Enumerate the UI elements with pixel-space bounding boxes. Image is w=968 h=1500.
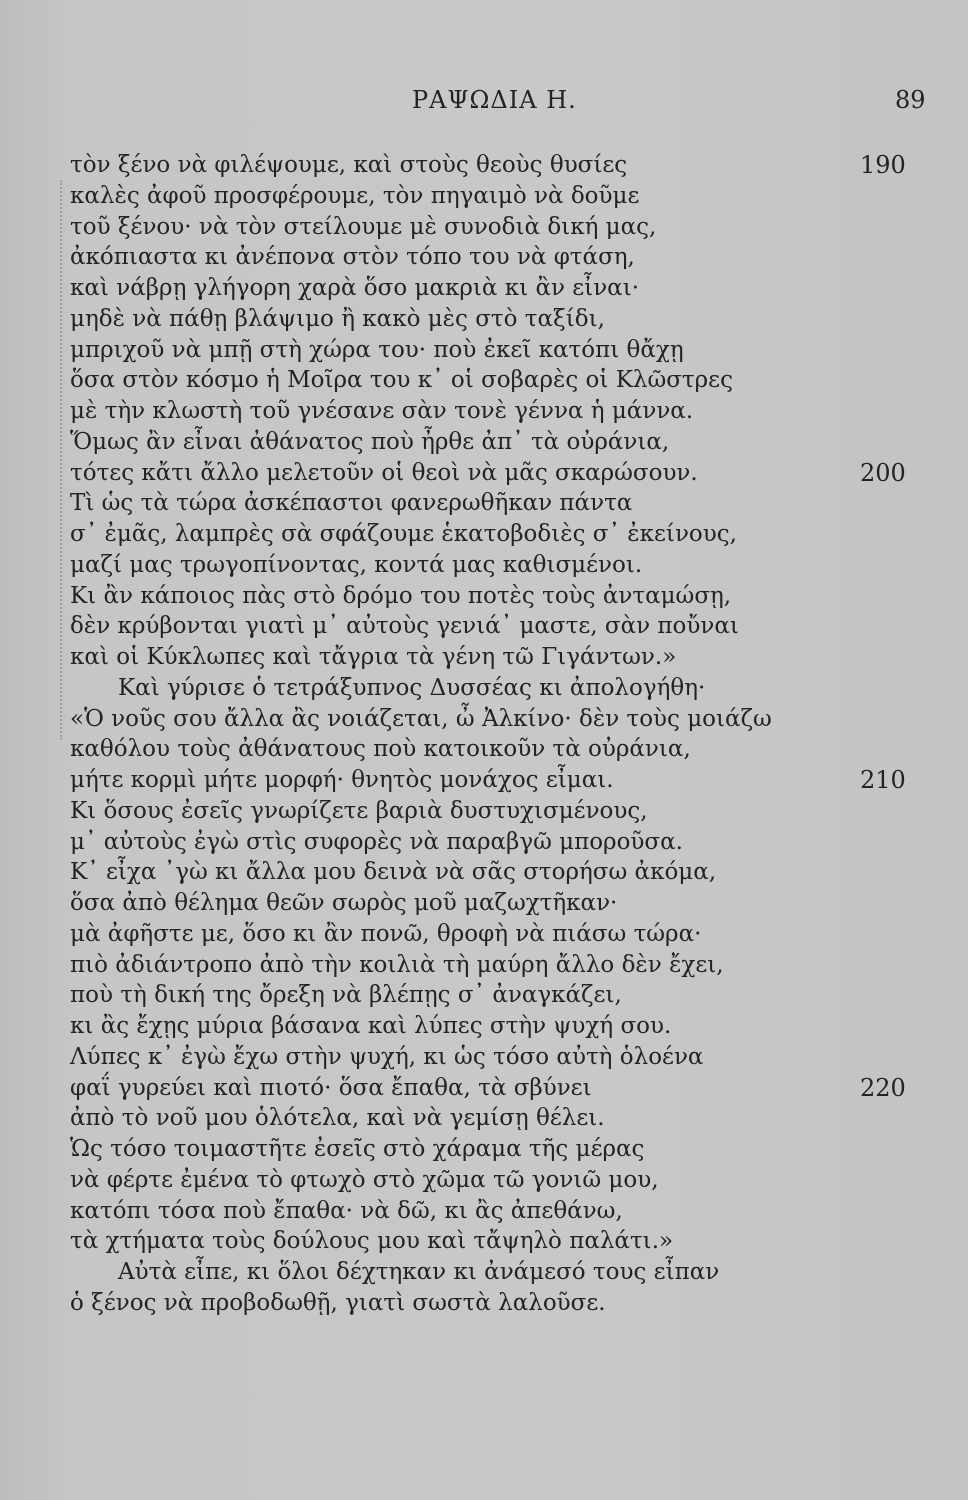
verse-line	[70, 581, 940, 612]
verse-text: καλὲς ἀφοῦ προσφέρουμε, τὸν πηγαιμὸ νὰ δοῦμε	[70, 182, 640, 209]
verse-line	[70, 950, 940, 981]
verse-text: Αὐτὰ εἶπε, κι ὅλοι δέχτηκαν κι ἀνάμεσό τους εἶπαν	[118, 1259, 720, 1285]
margin-marks	[60, 180, 64, 740]
verse-text: Ὡς τόσο τοιμαστῆτε ἐσεῖς στὸ χάραμα τῆς μέρας	[70, 1136, 645, 1162]
verse-line	[70, 1196, 940, 1227]
verse-text: τὸν ξένο νὰ φιλέψουμε, καὶ στοὺς θεοὺς θυσίες	[70, 152, 628, 178]
verse-line	[70, 335, 940, 366]
page-number: 89	[895, 86, 926, 114]
verse-line	[70, 1226, 940, 1257]
verse-line	[70, 1073, 940, 1104]
verse-text: τὰ χτήματα τοὺς δούλους μου καὶ τἄψηλὸ παλάτι.»	[70, 1228, 674, 1255]
verse-text: Λύπες κ᾽ ἐγὼ ἔχω στὴν ψυχή, κι ὡς τόσο αὐτὴ ὁλοένα	[70, 1043, 704, 1070]
verse-line	[70, 519, 940, 550]
verse-text: τοῦ ξένου· νὰ τὸν στείλουμε μὲ συνοδιὰ δική μας,	[70, 213, 657, 240]
verse-line	[70, 396, 940, 427]
verse-line	[70, 1288, 940, 1319]
verse-line	[70, 857, 940, 888]
verse-text: τότες κἄτι ἄλλο μελετοῦν οἱ θεοὶ νὰ μᾶς σκαρώσουν.	[70, 459, 698, 486]
verse-text: μὲ τὴν κλωστὴ τοῦ γνέσανε σὰν τονὲ γέννα ἡ μάννα.	[70, 398, 694, 424]
verse-line	[70, 150, 940, 181]
verse-text: Κ᾽ εἶχα ᾽γὼ κι ἄλλα μου δεινὰ νὰ σᾶς στορήσω ἀκόμα,	[70, 859, 717, 886]
verse-line	[70, 1011, 940, 1042]
verse-line	[70, 734, 940, 765]
line-number: 220	[860, 1073, 906, 1102]
verse-text: μὰ ἀφῆστε με, ὅσο κι ἂν πονῶ, θροφὴ νὰ πιάσω τώρα·	[70, 920, 702, 947]
line-number: 210	[860, 766, 906, 794]
verse-text: σ᾽ ἐμᾶς, λαμπρὲς σὰ σφάζουμε ἑκατοβοδιὲς σ᾽ ἐκείνους,	[70, 521, 737, 547]
verse-text: κατόπι τόσα ποὺ ἔπαθα· νὰ δῶ, κι ἂς ἀπεθάνω,	[70, 1197, 623, 1224]
verse-text: κι ἂς ἔχῃς μύρια βάσανα καὶ λύπες στὴν ψυχή σου.	[70, 1013, 672, 1039]
verse-line	[70, 1042, 940, 1073]
verse-text: Καὶ γύρισε ὁ τετράξυπνος Δυσσέας κι ἀπολογήθη·	[118, 674, 706, 701]
running-title: ΡΑΨΩΔΙΑ Η.	[412, 86, 577, 114]
verse-line	[70, 1134, 940, 1165]
verse-text: Ὅμως ἂν εἶναι ἀθάνατος ποὺ ἦρθε ἀπ᾽ τὰ οὐράνια,	[70, 428, 670, 455]
verse-line	[70, 827, 940, 858]
verse-line	[70, 242, 940, 273]
verse-text: μηδὲ νὰ πάθῃ βλάψιμο ἢ κακὸ μὲς στὸ ταξίδι,	[70, 305, 605, 332]
verse-line	[70, 673, 940, 704]
verse-line	[70, 365, 940, 396]
verse-block	[70, 150, 940, 1319]
verse-line	[70, 796, 940, 827]
verse-text: δὲν κρύβονται γιατὶ μ᾽ αὐτοὺς γενιά᾽ μαστε, σὰν ποὔναι	[70, 613, 739, 640]
verse-text: ὅσα ἀπὸ θέλημα θεῶν σωρὸς μοῦ μαζωχτῆκαν·	[70, 890, 618, 916]
line-number: 190	[860, 151, 906, 179]
running-head	[0, 86, 968, 126]
verse-text: καὶ οἱ Κύκλωπες καὶ τἄγρια τὰ γένη τῶ Γιγάντων.»	[70, 644, 677, 670]
verse-line	[70, 1257, 940, 1288]
verse-text: μ᾽ αὐτοὺς ἐγὼ στὶς συφορὲς νὰ παραβγῶ μποροῦσα.	[70, 828, 683, 855]
verse-line	[70, 304, 940, 335]
verse-text: ποὺ τὴ δική της ὄρεξη νὰ βλέπῃς σ᾽ ἀναγκάζει,	[70, 982, 622, 1009]
verse-line	[70, 212, 940, 243]
verse-text: καθόλου τοὺς ἀθάνατους ποὺ κατοικοῦν τὰ οὐράνια,	[70, 736, 691, 763]
verse-line	[70, 458, 940, 489]
verse-line	[70, 273, 940, 304]
verse-text: «Ὁ νοῦς σου ἄλλα ἂς νοιάζεται, ὦ Ἀλκίνο· δὲν τοὺς μοιάζω	[70, 705, 772, 732]
verse-text: μπριχοῦ νὰ μπῇ στὴ χώρα του· ποὺ ἐκεῖ κατόπι θἄχῃ	[70, 336, 684, 363]
verse-text: ὅσα στὸν κόσμο ἡ Μοῖρα του κ᾽ οἱ σοβαρὲς οἱ Κλῶστρες	[70, 367, 733, 394]
verse-line	[70, 1103, 940, 1134]
verse-text: ἀπὸ τὸ νοῦ μου ὁλότελα, καὶ νὰ γεμίσῃ θέλει.	[70, 1105, 605, 1132]
verse-line	[70, 488, 940, 519]
verse-text: ὁ ξένος νὰ προβοδωθῇ, γιατὶ σωστὰ λαλοῦσε.	[70, 1289, 606, 1316]
verse-text: πιὸ ἀδιάντροπο ἀπὸ τὴν κοιλιὰ τὴ μαύρη ἄλλο δὲν ἔχει,	[70, 951, 724, 978]
verse-text: μήτε κορμὶ μήτε μορφή· θνητὸς μονάχος εἶμαι.	[70, 767, 614, 793]
verse-text: Κι ἂν κάποιος πὰς στὸ δρόμο του ποτὲς τοὺς ἀνταμώσῃ,	[70, 582, 732, 609]
verse-line	[70, 611, 940, 642]
verse-line	[70, 704, 940, 735]
verse-text: μαζί μας τρωγοπίνοντας, κοντά μας καθισμένοι.	[70, 551, 643, 578]
verse-line	[70, 1165, 940, 1196]
verse-line	[70, 550, 940, 581]
verse-text: νὰ φέρτε ἐμένα τὸ φτωχὸ στὸ χῶμα τῶ γονιῶ μου,	[70, 1166, 659, 1193]
verse-text: ἀκόπιαστα κι ἀνέπονα στὸν τόπο του νὰ φτάση,	[70, 244, 635, 271]
verse-text: Τὶ ὡς τὰ τώρα ἀσκέπαστοι φανερωθῆκαν πάντα	[70, 490, 633, 517]
line-number: 200	[860, 458, 906, 487]
verse-text: φαΐ γυρεύει καὶ πιοτό· ὅσα ἔπαθα, τὰ σβύνει	[70, 1074, 592, 1101]
verse-text: καὶ νάβρῃ γλήγορη χαρὰ ὅσο μακριὰ κι ἂν εἶναι·	[70, 275, 640, 301]
verse-line	[70, 919, 940, 950]
verse-text: Κι ὅσους ἐσεῖς γνωρίζετε βαριὰ δυστυχισμένους,	[70, 797, 648, 824]
verse-line	[70, 427, 940, 458]
verse-line	[70, 765, 940, 796]
verse-line	[70, 642, 940, 673]
verse-line	[70, 888, 940, 919]
verse-line	[70, 980, 940, 1011]
verse-line	[70, 181, 940, 212]
